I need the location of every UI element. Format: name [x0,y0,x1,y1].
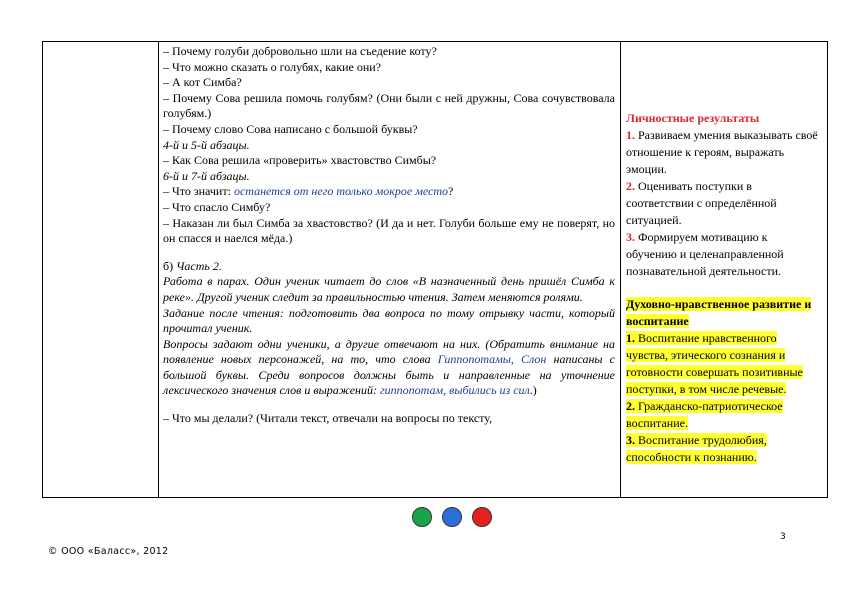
red-circle-button[interactable] [472,507,492,527]
item-text: Оценивать поступки в соответствии с определённой ситуацией. [626,179,777,227]
question-line: – Почему слово Сова написано с большой буквы? [163,121,418,136]
table-column-results [621,42,827,497]
page-number: 3 [780,532,786,542]
lesson-table [42,41,828,498]
question-line: – Что можно сказать о голубях, какие они? [163,59,382,74]
result-item [626,229,821,280]
names-highlight: Гиппопотамы, Слон [437,352,547,367]
question-line: 6-й и 7-й абзацы. [163,168,250,183]
question-line: – А кот Симба? [163,75,242,90]
question-line: – Как Сова решила «проверить» хвастовство Симбы? [163,153,437,168]
words-highlight: гиппопотам, выбились из сил [379,383,530,398]
pair-work-instruction: Работа в парах. Один ученик читает до слов «В назначенный день пришёл Симба к реке». Другой ученик следит за правильностью чтения. Затем меняются ролями. [163,274,615,304]
summary-question: – Что мы делали? (Читали текст, отвечали на вопросы по тексту, [163,411,493,426]
item-number: 1. [626,331,635,345]
question-list [163,44,615,184]
item-text: Воспитание нравственного чувства, этического сознания и готовности совершать позитивные поступки, в том числе речевые. [626,331,803,396]
part-heading: б) Часть 2. [163,258,222,273]
personal-results-list [626,127,821,280]
table-column-content [159,42,621,497]
question-line: – Почему голуби добровольно шли на съедение коту? [163,44,437,58]
item-text: Гражданско-патриотическое воспитание. [626,399,783,430]
question-meaning: – Что значит: останется от него только мокрое место? [163,184,454,199]
moral-heading: Духовно-нравственное развитие и воспитание [626,297,812,328]
result-item [626,330,821,398]
personal-results-heading: Личностные результаты [626,111,760,125]
lesson-content-text [163,44,615,427]
item-number: 3. [626,230,635,244]
result-item [626,398,821,432]
quote-phrase: останется от него только мокрое место [233,184,449,199]
item-text: Формируем мотивацию к обучению и целенаправленной познавательной деятельности. [626,230,784,278]
green-circle-button[interactable] [412,507,432,527]
item-text: Воспитание трудолюбия, способности к познанию. [626,433,767,464]
results-text [626,110,821,466]
item-number: 2. [626,179,635,193]
result-item [626,178,821,229]
table-column-stage [43,42,159,497]
result-item [626,432,821,466]
item-number: 2. [626,399,635,413]
copyright-footer: © ООО «Баласс», 2012 [48,546,169,557]
question-line: – Что спасло Симбу? [163,199,271,214]
item-number: 1. [626,128,635,142]
task-after-reading: Задание после чтения: подготовить два вопроса по тому отрывку части, который прочитал ученик. [163,305,615,336]
question-line: 4-й и 5-й абзацы. [163,137,250,152]
navigation-dots [412,507,492,529]
moral-results-list [626,330,821,466]
item-text: Развиваем умения выказывать своё отношение к героям, выражать эмоции. [626,128,818,176]
result-item [626,127,821,178]
blue-circle-button[interactable] [442,507,462,527]
question-line: – Наказан ли был Симба за хвастовство? (И да и нет. Голуби больше ему не поверят, но он спасся и наелся мёда.) [163,215,615,246]
question-line: – Почему Сова решила помочь голубям? (Они были с ней дружны, Сова сочувствовала голубям.) [163,90,615,121]
item-number: 3. [626,433,635,447]
questions-instruction: Вопросы задают одни ученики, а другие отвечают на них. (Обратить внимание на появление новых персонажей, на то, что слова Гиппопотамы, Слон написаны с большой буквы. Среди вопросов должны быть и направленные на уточнение лексического значения слов и выражений: гиппопотам, выбились из сил.) [163,336,616,398]
question-list-2 [163,200,615,247]
